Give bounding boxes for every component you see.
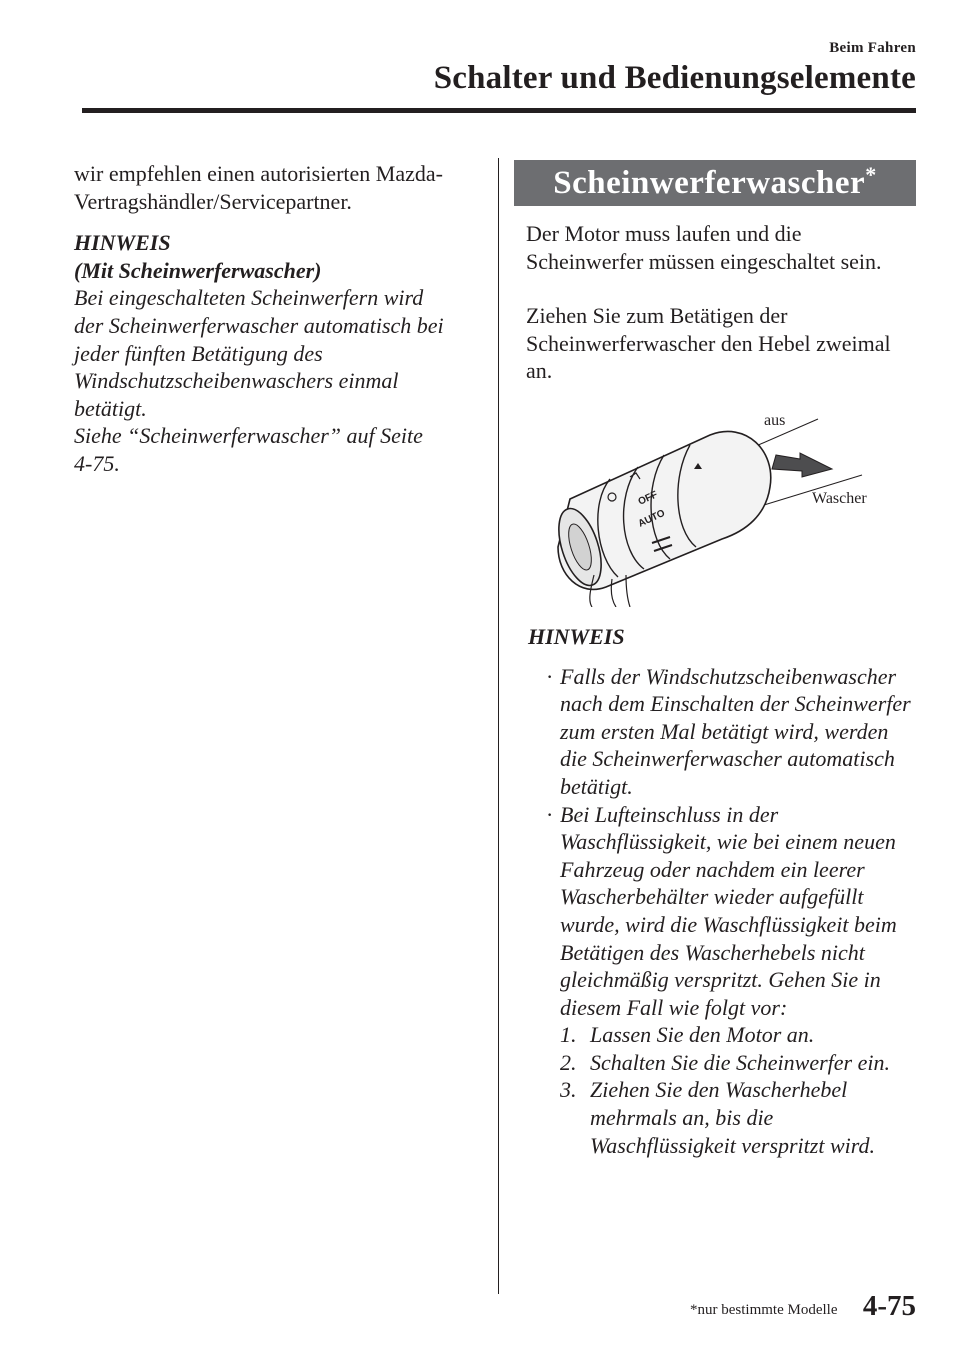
- note-line: der Scheinwerferwascher automatisch bei: [74, 312, 444, 338]
- page-title: Schalter und Bedienungselemente: [433, 60, 916, 96]
- bullet-mark: ·: [546, 663, 554, 689]
- note-block: [74, 229, 484, 477]
- note-line: 4-75.: [74, 450, 120, 476]
- note-bullet: [528, 801, 916, 1160]
- note-label: HINWEIS: [528, 623, 625, 649]
- column-divider: [498, 158, 499, 1294]
- footnote: *nur bestimmte Modelle: [690, 1302, 838, 1318]
- step-number: 2.: [560, 1049, 577, 1075]
- right-column: [514, 160, 916, 1159]
- steps-list: [560, 1021, 916, 1159]
- label-aus: aus: [764, 411, 786, 429]
- note-line: Bei eingeschalteten Scheinwerfern wird: [74, 285, 424, 311]
- lever-illustration: [514, 407, 916, 607]
- note-bullet: [528, 663, 916, 801]
- continued-paragraph: wir empfehlen einen autorisierten Mazda-Vertragshändler/Servicepartner.: [74, 161, 443, 214]
- section-heading: [514, 160, 916, 206]
- step-number: 3.: [560, 1077, 577, 1103]
- bullet-text: Falls der Windschutzscheibenwascher nach dem Einschalten der Scheinwerfer zum ersten Mal betätigt wird, werden die Scheinwerferwascher automatisch betätigt.: [560, 663, 911, 799]
- instruction-paragraph: Ziehen Sie zum Betätigen der Scheinwerferwascher den Hebel zweimal an.: [526, 303, 891, 384]
- label-washer: Wascher: [812, 489, 867, 507]
- optional-equipment-mark: *: [865, 162, 877, 187]
- note-label: HINWEIS: [74, 230, 171, 256]
- step-text: Lassen Sie den Motor an.: [590, 1022, 815, 1048]
- step-item: [560, 1076, 916, 1159]
- note-line: Siehe “Scheinwerferwascher” auf Seite: [74, 423, 423, 449]
- intro-paragraph: Der Motor muss laufen und die Scheinwerfer müssen eingeschaltet sein.: [526, 221, 882, 274]
- step-text: Schalten Sie die Scheinwerfer ein.: [590, 1049, 890, 1075]
- header-rule: [82, 108, 916, 113]
- step-text: Ziehen Sie den Wascherhebel mehrmals an, bis die Waschflüssigkeit verspritzt wird.: [590, 1077, 875, 1158]
- note-line: Windschutzscheibenwaschers einmal: [74, 368, 399, 394]
- pull-arrow-icon: [772, 453, 832, 477]
- step-number: 1.: [560, 1022, 577, 1048]
- step-item: [560, 1021, 916, 1049]
- dial-auto-label: AUTO: [636, 507, 667, 530]
- lever-wire: [626, 575, 630, 607]
- left-column: [74, 160, 484, 478]
- note-block-2: [514, 623, 916, 1159]
- note-line: betätigt.: [74, 395, 147, 421]
- bullet-mark: ·: [546, 801, 554, 827]
- note-subtitle: (Mit Scheinwerferwascher): [74, 257, 322, 283]
- step-item: [560, 1049, 916, 1077]
- note-line: jeder fünften Betätigung des: [74, 340, 323, 366]
- chapter-label: Beim Fahren: [829, 40, 916, 56]
- page-number: 4-75: [862, 1290, 916, 1322]
- section-heading-text: Scheinwerferwascher: [553, 165, 866, 201]
- bullet-text: Bei Lufteinschluss in der Waschflüssigkeit, wie bei einem neuen Fahrzeug oder nachdem ein leerer Wascherbehälter wieder aufgefüllt wurde, wird die Waschflüssigkeit beim Betätigen des Wascherhebels nicht gleichmäßig verspritzt. Gehen Sie in diesem Fall wie folgt vor:: [560, 801, 897, 1020]
- dial-off-label: OFF: [636, 489, 660, 508]
